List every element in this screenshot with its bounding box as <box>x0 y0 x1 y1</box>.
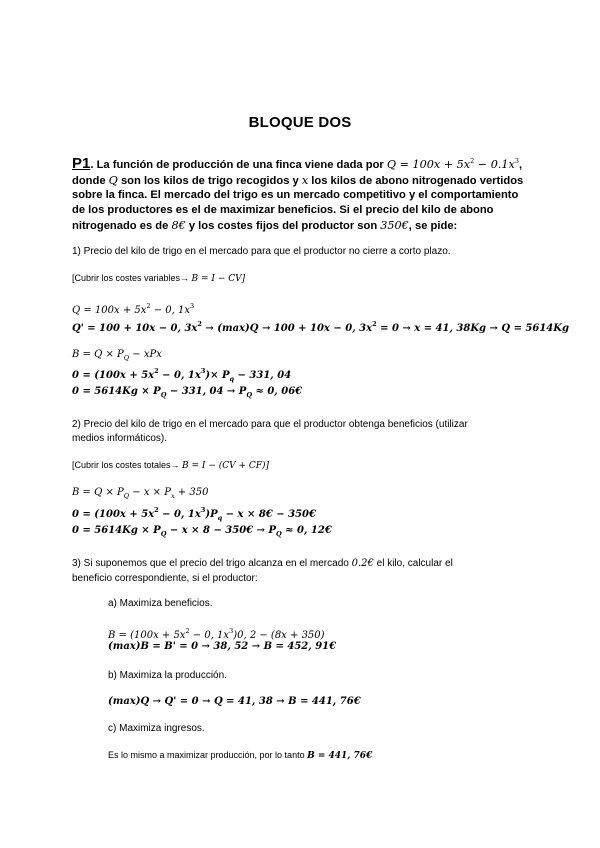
q1-eq3-a: B = Q × P <box>72 349 124 360</box>
page-title: BLOQUE DOS <box>248 114 352 131</box>
q2-eq3-c: ≈ 0, 12€ <box>281 525 332 536</box>
intro-text-1: La función de producción de una finca viene dada por <box>93 159 387 171</box>
var-q: Q <box>108 174 118 187</box>
q1-eq-2 <box>72 320 569 334</box>
q2-eq3-b: − x × 8 − 350€ → P <box>166 525 276 536</box>
q2-eq2-exp1: 2 <box>154 506 159 514</box>
var-x: x <box>301 174 309 187</box>
q1-eq5-c: ≈ 0, 06€ <box>252 386 303 397</box>
q1-eq2-c: = 0 → x = 41, 38Kg → Q = 5614Kg <box>376 323 569 334</box>
formula-part-2: − 0.1x <box>474 158 515 171</box>
problem-label-sep: . <box>90 159 94 171</box>
q2-eq2-d: − x × 8€ − 350€ <box>222 509 316 520</box>
q3c-text <box>108 750 372 761</box>
intro-text-3: donde <box>72 175 109 187</box>
q1-eq4-b: − 0, 1x <box>158 370 201 381</box>
q1-eq5-sub1: Q <box>160 391 167 399</box>
intro-text-4: son los kilos de trigo recogidos y <box>117 175 302 187</box>
q3a-eq1-exp2: 3 <box>229 627 234 635</box>
fixed-cost: 350€ <box>380 219 409 232</box>
intro-line-2 <box>72 173 523 189</box>
q3a-eq1-b: − 0, 1x <box>189 630 230 641</box>
intro-text-9: y los costes fijos del productor son <box>185 220 381 232</box>
q3a-label: a) Maximiza beneficios. <box>108 598 213 609</box>
q2-eq-2 <box>72 506 316 522</box>
q1-hint <box>72 273 245 284</box>
q2-eq3-a: 0 = 5614Kg × P <box>72 525 161 536</box>
q1-eq-3 <box>72 349 162 362</box>
q1-eq4-d: − 331, 04 <box>234 370 292 381</box>
q2-eq3-sub1: Q <box>160 530 167 538</box>
q1-eq1-exp1: 2 <box>146 302 151 310</box>
q2-eq1-sub2: x <box>170 492 175 500</box>
q3b-label: b) Maximiza la producción. <box>108 670 227 681</box>
intro-text-8: nitrogenado es de <box>72 220 172 232</box>
q2-hint-text: [Cubrir los costes totales→ <box>72 460 183 470</box>
intro-text-2: , <box>518 159 523 171</box>
intro-line-5 <box>72 218 457 234</box>
q1-hint-formula: B = I − CV] <box>191 274 246 284</box>
q3a-eq-2: (max)B = B' = 0 → 38, 52 → B = 452, 91€ <box>108 641 337 652</box>
q2-hint <box>72 460 269 471</box>
q3c-label: c) Maximiza ingresos. <box>108 723 205 734</box>
q2-eq-1 <box>72 487 208 500</box>
q3a-eq1-c: )0, 2 − (8x + 350) <box>233 630 325 641</box>
q3a-eq-1 <box>108 627 325 641</box>
q1-eq2-a: Q' = 100 + 10x − 0, 3x <box>72 323 198 334</box>
intro-line-3: sobre la finca. El mercado del trigo es un mercado competitivo y el comportamiento <box>72 189 519 201</box>
q1-eq-5 <box>72 386 302 399</box>
q1-statement: 1) Precio del kilo de trigo en el mercado para que el productor no cierre a corto plazo. <box>72 246 451 257</box>
q2-eq2-exp2: 3 <box>200 506 206 514</box>
q1-eq1-a: Q = 100x + 5x <box>72 305 147 316</box>
q3-price: 0.2€ <box>351 558 374 569</box>
q1-eq5-a: 0 = 5614Kg × P <box>72 386 161 397</box>
q2-eq1-b: − x × P <box>129 487 171 498</box>
q3c-result: B = 441, 76€ <box>307 751 373 761</box>
q1-eq1-b: − 0, 1x <box>150 305 191 316</box>
q2-statement-2: medios informáticos). <box>72 433 168 444</box>
q1-eq3-b: − xPx <box>129 349 162 360</box>
q1-eq5-sub2: Q <box>246 391 252 399</box>
q2-hint-formula: B = I − (CV + CF)] <box>182 461 270 471</box>
q2-statement-1: 2) Precio del kilo de trigo en el mercado para que el productor obtenga beneficios (utilizar <box>72 419 468 430</box>
q3a-eq1-a: B = (100x + 5x <box>108 630 186 641</box>
q2-eq3-sub2: Q <box>276 530 282 538</box>
q1-eq1-exp2: 3 <box>190 302 195 310</box>
q2-eq1-sub1: Q <box>123 492 130 500</box>
q1-eq2-exp1: 2 <box>197 320 202 328</box>
q1-eq4-a: 0 = (100x + 5x <box>72 370 155 381</box>
q1-eq2-exp2: 2 <box>372 320 377 328</box>
q3a-eq1-exp1: 2 <box>185 627 190 635</box>
q1-eq4-sub: q <box>229 375 235 383</box>
formula-exp-2: 3 <box>514 157 519 165</box>
q3-statement-2: beneficio correspondiente, si el productor: <box>72 573 258 584</box>
q2-eq2-sub: q <box>217 514 223 522</box>
q1-hint-text: [Cubrir los costes variables→ <box>72 273 192 283</box>
q2-eq2-a: 0 = (100x + 5x <box>72 509 155 520</box>
price-abono: 8€ <box>171 219 186 232</box>
formula-part-1: Q = 100x + 5x <box>386 158 471 171</box>
q1-eq4-c: )× P <box>205 370 230 381</box>
q2-eq1-a: B = Q × P <box>72 487 124 498</box>
q1-eq-1 <box>72 302 194 316</box>
q2-eq2-b: − 0, 1x <box>158 509 201 520</box>
q2-eq1-c: + 350 <box>174 487 209 498</box>
intro-line-1 <box>72 154 522 173</box>
problem-label: P1 <box>72 155 91 172</box>
intro-line-4: de los productores es el de maximizar beneficios. Si el precio del kilo de abono <box>72 204 494 216</box>
q3c-text-a: Es lo mismo a maximizar producción, por lo tanto <box>108 750 308 760</box>
intro-text-10: , se pide: <box>408 220 458 232</box>
intro-text-5: los kilos de abono nitrogenado vertidos <box>308 175 524 187</box>
q2-eq2-c: )P <box>205 509 218 520</box>
q1-eq2-b: → (max)Q → 100 + 10x − 0, 3x <box>201 323 373 334</box>
q3-text-b: el kilo, calcular el <box>373 558 453 569</box>
q1-eq3-sub: Q <box>123 354 130 362</box>
q2-eq-3 <box>72 525 332 538</box>
q1-eq4-exp2: 3 <box>200 367 206 375</box>
q1-eq4-exp1: 2 <box>154 367 159 375</box>
formula-exp-1: 2 <box>470 157 475 165</box>
q3b-eq-1: (max)Q → Q' = 0 → Q = 41, 38 → B = 441, 76€ <box>108 696 361 707</box>
q1-eq5-b: − 331, 04 → P <box>166 386 247 397</box>
q3-statement-1 <box>72 558 453 569</box>
q1-eq-4 <box>72 367 291 383</box>
q3-text-a: 3) Si suponemos que el precio del trigo alcanza en el mercado <box>72 558 352 569</box>
